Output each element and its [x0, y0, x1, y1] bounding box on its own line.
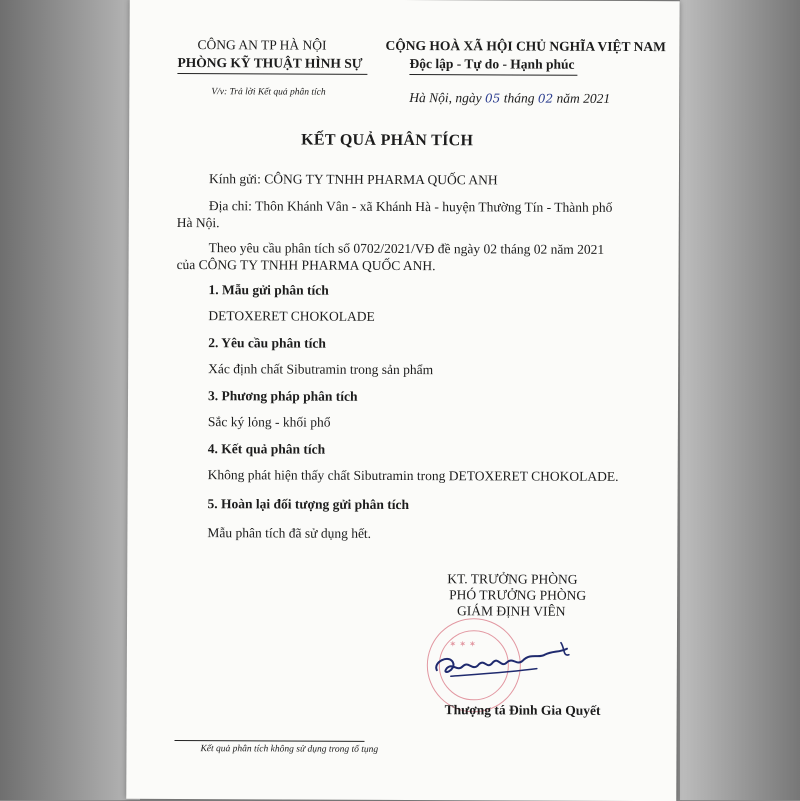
section-4-heading: 4. Kết quả phân tích [207, 441, 326, 457]
section-3-heading: 3. Phương pháp phân tích [207, 388, 358, 404]
background-right [680, 0, 800, 800]
document-title: KẾT QUẢ PHÂN TÍCH [301, 131, 474, 150]
official-seal-lettering: ✶ ✶ ✶ [449, 641, 477, 649]
section-4-content: Không phát hiện thấy chất Sibutramin trong DETOXERET CHOKOLADE. [207, 467, 619, 484]
request-line-1: Theo yêu cầu phân tích số 0702/2021/VĐ đề ngày 02 tháng 02 năm 2021 [208, 240, 605, 257]
address-line-1: Địa chỉ: Thôn Khánh Vân - xã Khánh Hà - huyện Thường Tín - Thành phố [208, 198, 613, 215]
section-1-heading: 1. Mẫu gửi phân tích [208, 282, 329, 298]
address-line-2: Hà Nội. [176, 215, 220, 231]
recipient-line: Kính gửi: CÔNG TY TNHH PHARMA QUỐC ANH [208, 171, 498, 188]
signature-title-2: PHÓ TRƯỞNG PHÒNG [449, 587, 587, 603]
section-5-heading: 5. Hoàn lại đối tượng gửi phân tích [207, 496, 410, 513]
handwritten-signature [427, 632, 597, 693]
section-1-content: DETOXERET CHOKOLADE [208, 308, 375, 324]
handwritten-day: 05 [485, 91, 501, 106]
footer-rule [175, 740, 365, 742]
department-underline [177, 73, 367, 75]
handwritten-month: 02 [537, 91, 554, 106]
issuer-department: PHÒNG KỸ THUẬT HÌNH SỰ [177, 55, 363, 71]
national-title: CỘNG HOÀ XÃ HỘI CHỦ NGHĨA VIỆT NAM [385, 37, 666, 55]
section-2-heading: 2. Yêu cầu phân tích [208, 335, 326, 351]
request-line-2: của CÔNG TY TNHH PHARMA QUỐC ANH. [176, 257, 436, 274]
document-page [126, 0, 679, 801]
motto-underline [409, 74, 577, 76]
national-motto: Độc lập - Tự do - Hạnh phúc [409, 56, 575, 72]
signature-title-3: GIÁM ĐỊNH VIÊN [457, 603, 566, 619]
section-2-content: Xác định chất Sibutramin trong sản phẩm [208, 361, 434, 378]
footer-note: Kết quả phân tích không sử dụng trong tố tụng [200, 744, 379, 755]
signatory-name: Thượng tá Đinh Gia Quyết [444, 702, 601, 718]
date-line: Hà Nội, ngày 05 tháng 02 năm 2021 [409, 90, 611, 106]
issuer-agency: CÔNG AN TP HÀ NỘI [197, 37, 327, 53]
section-3-content: Sắc ký lỏng - khối phổ [207, 414, 331, 430]
subject-line: V/v: Trả lời Kết quả phân tích [211, 87, 326, 98]
section-5-content: Mẫu phân tích đã sử dụng hết. [207, 525, 372, 541]
background-left [0, 0, 140, 800]
signature-title-1: KT. TRƯỞNG PHÒNG [447, 571, 578, 587]
